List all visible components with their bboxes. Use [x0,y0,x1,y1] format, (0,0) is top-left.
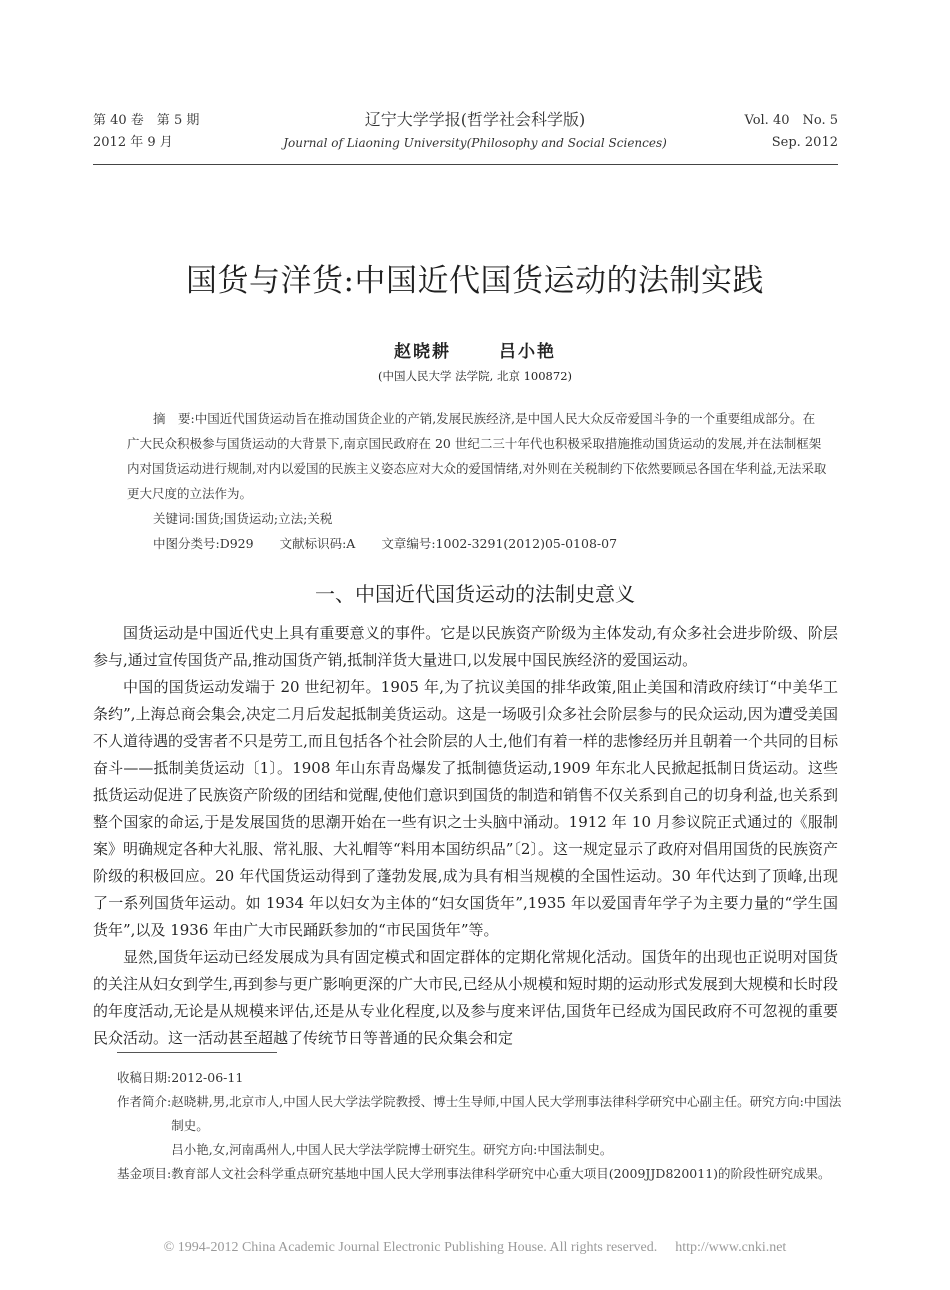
classification-line [127,531,827,556]
author-name: 吕小艳 [499,342,556,362]
copyright-line [0,1240,950,1256]
author-list [0,338,950,366]
journal-title-cn: 辽宁大学学报(哲学社会科学版) [364,110,586,129]
copyright-notice: © 1994-2012 China Academic Journal Electronic Publishing House. All rights reserved. [163,1240,658,1255]
author-bio-row-2 [117,1138,842,1162]
cnki-link[interactable]: http://www.cnki.net [675,1240,787,1255]
abstract: 摘 要:中国近代国货运动旨在推动国货企业的产销,发展民族经济,是中国人民大众反帝爱国斗争的一个重要组成部分。在广大民众积极参与国货运动的大背景下,南京国民政府在 20 世纪二三十年代也积极采取措施推动国货运动的发展,并在法制框架内对国货运动进行规制,对内以爱国的民族主义姿态应对大众的爱国情绪,对外则在关税制约下依然要顾忌各国在华利益,无法采取更大尺度的立法作为。 [127,411,827,501]
paragraph: 显然,国货年运动已经发展成为具有固定模式和固定群体的定期化常规化活动。国货年的出现也正说明对国货的关注从妇女到学生,再到参与更广影响更深的广大市民,已经从小规模和短时期的运动形式发展到大规模和长时段的年度活动,无论是从规模来评估,还是从专业化程度,以及参与度来评估,国货年已经成为国民政府不可忽视的重要民众活动。这一活动甚至超越了传统节日等普通的民众集会和定 [93,948,838,1047]
footnotes [117,1066,842,1186]
header-rule [93,164,838,165]
header-volume: Vol. 40 No. 5 [744,113,838,128]
author-bio-row [117,1090,842,1138]
article-title: 国货与洋货:中国近代国货运动的法制实践 [186,263,764,299]
keywords: 关键词:国货;国货运动;立法;关税 [153,511,333,526]
footnote-rule [117,1052,277,1053]
paragraph: 国货运动是中国近代史上具有重要意义的事件。它是以民族资产阶级为主体发动,有众多社会进步阶级、阶层参与,通过宣传国货产品,推动国货产销,抵制洋货大量进口,以发展中国民族经济的爱国运动。 [93,624,838,669]
fund-row [117,1162,842,1186]
header-date: 2012 年 9 月 [93,135,173,150]
author-bio-1: 赵晓耕,男,北京市人,中国人民大学法学院教授、博士生导师,中国人民大学刑事法律科学研究中心副主任。研究方向:中国法制史。 [171,1094,842,1133]
header-date-en: Sep. 2012 [771,135,838,150]
document-code: 文献标识码:A [279,536,356,551]
classification-number: 中图分类号:D929 [153,536,254,551]
fund-label: 基金项目: [117,1166,172,1181]
received-date-row [117,1066,842,1090]
received-date: 2012-06-11 [171,1070,244,1085]
header-volume-block [745,110,839,154]
author-name: 赵晓耕 [394,342,451,362]
header-issue: 第 40 卷 第 5 期 [93,113,200,128]
author-bio-2: 吕小艳,女,河南禹州人,中国人民大学法学院博士研究生。研究方向:中国法制史。 [171,1142,613,1157]
abstract-block [127,406,827,556]
paragraph: 中国的国货运动发端于 20 世纪初年。1905 年,为了抗议美国的排华政策,阻止美国和清政府续订“中美华工条约”,上海总商会集会,决定二月后发起抵制美货运动。这是一场吸引众多社会阶层参与的民众运动,因为遭受美国不人道待遇的受害者不只是劳工,而且包括各个社会阶层的人士,他们有着一样的悲惨经历并且朝着一个共同的目标奋斗——抵制美货运动〔1〕。1908 年山东青岛爆发了抵制德货运动,1909 年东北人民掀起抵制日货运动。这些抵货运动促进了民族资产阶级的团结和觉醒,使他们意识到国货的制造和销售不仅关系到自己的切身利益,也关系到整个国家的命运,于是发展国货的思潮开始在一些有识之士头脑中涌动。1912 年 10 月参议院正式通过的《服制案》明确规定各种大礼服、常礼服、大礼帽等“料用本国纺织品”〔2〕。这一规定显示了政府对倡用国货的民族资产阶级的积极回应。20 年代国货运动得到了蓬勃发展,成为具有相当规模的全国性运动。30 年代达到了顶峰,出现了一系列国货年运动。如 1934 年以妇女为主体的“妇女国货年”,1935 年以爱国青年学子为主要力量的“学生国货年”,以及 1936 年由广大市民踊跃参加的“市民国货年”等。 [93,678,838,939]
journal-title-en: Journal of Liaoning University(Philosophy and Social Sciences) [283,136,667,150]
body-text [93,620,838,1052]
affiliation: (中国人民大学 法学院, 北京 100872) [378,369,572,383]
received-label: 收稿日期: [117,1070,172,1085]
fund-text: 教育部人文社会科学重点研究基地中国人民大学刑事法律科学研究中心重大项目(2009JJD820011)的阶段性研究成果。 [171,1166,831,1181]
bio-label: 作者简介: [117,1094,172,1109]
section-heading: 一、中国近代国货运动的法制史意义 [315,582,635,606]
article-number: 文章编号:1002-3291(2012)05-0108-07 [381,536,618,551]
